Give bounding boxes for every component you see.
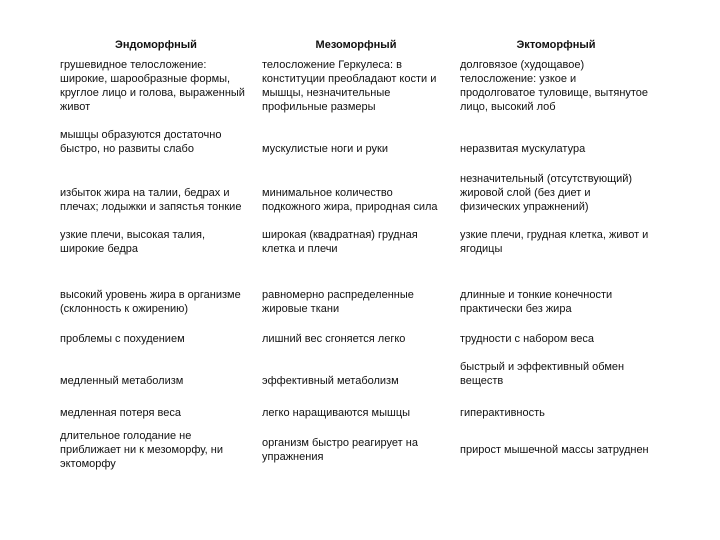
header-mesomorph: Мезоморфный [315,39,397,51]
cell-mesomorph: мускулистые ноги и руки [262,143,388,155]
cell-mesomorph: минимальное количество подкожного жира, природная сила [262,187,438,213]
cell-ectomorph: быстрый и эффективный обмен веществ [460,361,625,387]
cell-ectomorph: неразвитая мускулатура [460,143,586,155]
table-row [56,56,656,116]
header-endomorph: Эндоморфный [115,39,197,51]
header-ectomorph: Эктоморфный [516,39,596,51]
table-row [56,116,656,156]
table-row [56,316,656,346]
cell-mesomorph: организм быстро реагирует на упражнения [262,437,418,463]
table-row [56,388,656,420]
cell-mesomorph: лишний вес сгоняется легко [262,333,406,345]
cell-ectomorph: прирост мышечной массы затруднен [460,444,649,456]
table-row [56,346,656,388]
cell-ectomorph: гиперактивность [460,407,545,419]
cell-mesomorph: телосложение Геркулеса: в конституции преобладают кости и мышцы, незначительные профильные размеры [262,59,437,113]
table-row [56,156,656,214]
table-row [56,214,656,256]
table-row [56,420,656,480]
cell-endomorph: проблемы с похудением [60,333,185,345]
cell-ectomorph: длинные и тонкие конечности практически без жира [460,289,613,315]
cell-endomorph: узкие плечи, высокая талия, широкие бедра [60,229,206,255]
cell-mesomorph: широкая (квадратная) грудная клетка и плечи [262,229,418,255]
cell-endomorph: грушевидное телосложение: широкие, шарообразные формы, круглое лицо и голова, выраженный живот [60,59,245,113]
cell-endomorph: избыток жира на талии, бедрах и плечах; лодыжки и запястья тонкие [60,187,242,213]
cell-ectomorph: трудности с набором веса [460,333,594,345]
cell-mesomorph: эффективный метаболизм [262,375,399,387]
cell-ectomorph: узкие плечи, грудная клетка, живот и ягодицы [460,229,649,255]
cell-endomorph: высокий уровень жира в организме (склонность к ожирению) [60,289,241,315]
cell-endomorph: длительное голодание не приближает ни к мезоморфу, ни эктоморфу [60,430,223,470]
cell-ectomorph: долговязое (худощавое) телосложение: узкое и продолговатое туловище, вытянутое лицо, высокий лоб [460,59,649,113]
table-row [56,256,656,316]
somatotype-comparison-table [56,34,656,480]
cell-mesomorph: легко наращиваются мышцы [262,407,411,419]
cell-endomorph: мышцы образуются достаточно быстро, но развиты слабо [60,129,222,155]
cell-ectomorph: незначительный (отсутствующий) жировой слой (без диет и физических упражнений) [460,173,633,213]
table-header-row [56,34,656,56]
cell-endomorph: медленная потеря веса [60,407,181,419]
cell-mesomorph: равномерно распределенные жировые ткани [262,289,414,315]
cell-endomorph: медленный метаболизм [60,375,184,387]
